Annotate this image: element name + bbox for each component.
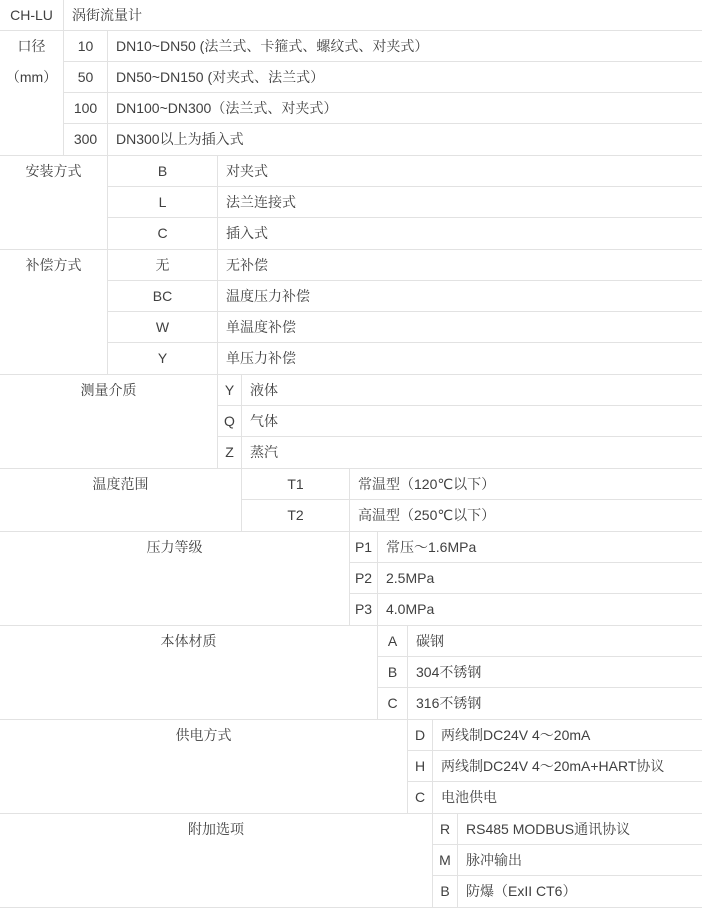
option-row — [64, 93, 702, 124]
option-code: B — [108, 156, 218, 186]
option-code: T1 — [242, 469, 350, 499]
option-code: T2 — [242, 500, 350, 531]
option-desc: 2.5MPa — [386, 570, 435, 586]
option-code: Y — [218, 375, 242, 405]
section-label — [0, 375, 218, 468]
option-code: W — [108, 312, 218, 342]
option-code: 50 — [64, 62, 108, 92]
section-rows — [108, 156, 702, 249]
option-row — [408, 720, 702, 751]
option-desc: 4.0MPa — [386, 601, 435, 617]
section-measured-medium — [0, 375, 702, 469]
section-label — [0, 626, 378, 719]
section-label — [0, 532, 350, 625]
option-row — [378, 626, 702, 657]
section-label-line: 测量介质 — [80, 382, 137, 398]
option-desc: 常温型（120℃以下） — [358, 476, 496, 492]
option-row — [433, 876, 702, 907]
option-desc: 液体 — [250, 382, 278, 398]
option-desc: 高温型（250℃以下） — [358, 507, 496, 523]
section-power-supply — [0, 720, 702, 814]
option-desc: 脉冲输出 — [466, 852, 522, 868]
option-row — [218, 406, 702, 437]
option-desc: DN100~DN300（法兰式、对夹式） — [116, 100, 338, 116]
option-row — [108, 281, 702, 312]
option-code: C — [408, 782, 433, 813]
section-rows — [378, 626, 702, 719]
option-code: Q — [218, 406, 242, 436]
option-row — [108, 343, 702, 374]
option-row — [108, 156, 702, 187]
section-compensation-type — [0, 250, 702, 375]
option-desc: 对夹式 — [226, 163, 268, 179]
option-desc: 蒸汽 — [250, 444, 278, 460]
section-label-line: 附加选项 — [188, 821, 244, 837]
option-code: A — [378, 626, 408, 656]
option-code: P2 — [350, 563, 378, 593]
option-code: P3 — [350, 594, 378, 625]
option-code: BC — [108, 281, 218, 311]
model-row — [0, 0, 702, 31]
section-diameter — [0, 31, 702, 156]
section-label-line: （mm） — [5, 69, 58, 85]
section-body-material — [0, 626, 702, 720]
option-desc: DN50~DN150 (对夹式、法兰式） — [116, 69, 325, 85]
option-code: Y — [108, 343, 218, 374]
section-rows — [108, 250, 702, 374]
section-label-line: 本体材质 — [160, 633, 217, 649]
option-code: R — [433, 814, 458, 844]
option-desc: 法兰连接式 — [226, 194, 296, 210]
option-row — [242, 500, 702, 531]
section-label-line: 补偿方式 — [25, 257, 82, 273]
option-code: 300 — [64, 124, 108, 155]
option-desc: 插入式 — [226, 225, 268, 241]
option-desc: 电池供电 — [441, 789, 497, 805]
option-row — [218, 437, 702, 468]
model-code: CH-LU — [0, 0, 64, 30]
option-code: B — [378, 657, 408, 687]
option-code: L — [108, 187, 218, 217]
section-rows — [242, 469, 702, 531]
option-row — [378, 688, 702, 719]
option-code: D — [408, 720, 433, 750]
section-rows — [218, 375, 702, 468]
option-desc: 两线制DC24V 4～20mA+HART协议 — [441, 758, 665, 774]
option-code: Z — [218, 437, 242, 468]
section-label-line: 压力等级 — [146, 539, 203, 555]
option-code: 无 — [108, 250, 218, 280]
option-row — [108, 218, 702, 249]
option-code: H — [408, 751, 433, 781]
option-desc: 单温度补偿 — [226, 319, 296, 335]
option-desc: 316不锈钢 — [416, 695, 482, 711]
section-rows — [408, 720, 702, 813]
option-row — [108, 312, 702, 343]
section-rows — [350, 532, 702, 625]
section-label-line: 口径 — [17, 38, 46, 54]
option-desc: 气体 — [250, 413, 278, 429]
section-label-line: 温度范围 — [92, 476, 149, 492]
option-row — [108, 187, 702, 218]
option-code: C — [378, 688, 408, 719]
section-label-line: 安装方式 — [25, 163, 82, 179]
section-rows — [433, 814, 702, 907]
section-pressure-rating — [0, 532, 702, 626]
section-label — [0, 250, 108, 374]
option-desc: 两线制DC24V 4～20mA — [441, 727, 591, 743]
option-row — [64, 62, 702, 93]
option-desc: 单压力补偿 — [226, 350, 296, 366]
option-row — [242, 469, 702, 500]
model-name: 涡街流量计 — [72, 7, 142, 23]
section-installation-type — [0, 156, 702, 250]
section-label — [0, 156, 108, 249]
option-desc: 碳钢 — [416, 633, 444, 649]
option-row — [350, 532, 702, 563]
option-desc: 304不锈钢 — [416, 664, 482, 680]
option-code: C — [108, 218, 218, 249]
option-code: P1 — [350, 532, 378, 562]
option-row — [64, 31, 702, 62]
option-code: 100 — [64, 93, 108, 123]
option-desc: 无补偿 — [226, 257, 268, 273]
option-row — [350, 563, 702, 594]
section-label — [0, 720, 408, 813]
option-desc: 常压～1.6MPa — [386, 539, 477, 555]
option-row — [433, 814, 702, 845]
section-label-line: 供电方式 — [175, 727, 232, 743]
option-row — [218, 375, 702, 406]
option-desc: 防爆（ExII CT6） — [466, 883, 577, 899]
option-row — [350, 594, 702, 625]
option-code: B — [433, 876, 458, 907]
option-row — [433, 845, 702, 876]
option-desc: DN300以上为插入式 — [116, 131, 244, 147]
option-row — [408, 782, 702, 813]
option-row — [64, 124, 702, 155]
section-label — [0, 469, 242, 531]
option-code: M — [433, 845, 458, 875]
section-label — [0, 814, 433, 907]
option-row — [378, 657, 702, 688]
option-desc: 温度压力补偿 — [226, 288, 310, 304]
section-temperature-range — [0, 469, 702, 532]
option-code: 10 — [64, 31, 108, 61]
section-label — [0, 31, 64, 155]
option-desc: RS485 MODBUS通讯协议 — [466, 821, 631, 837]
spec-sections — [0, 31, 702, 908]
option-row — [108, 250, 702, 281]
option-desc: DN10~DN50 (法兰式、卡箍式、螺纹式、对夹式） — [116, 38, 429, 54]
section-additional-options — [0, 814, 702, 908]
section-rows — [64, 31, 702, 155]
option-row — [408, 751, 702, 782]
